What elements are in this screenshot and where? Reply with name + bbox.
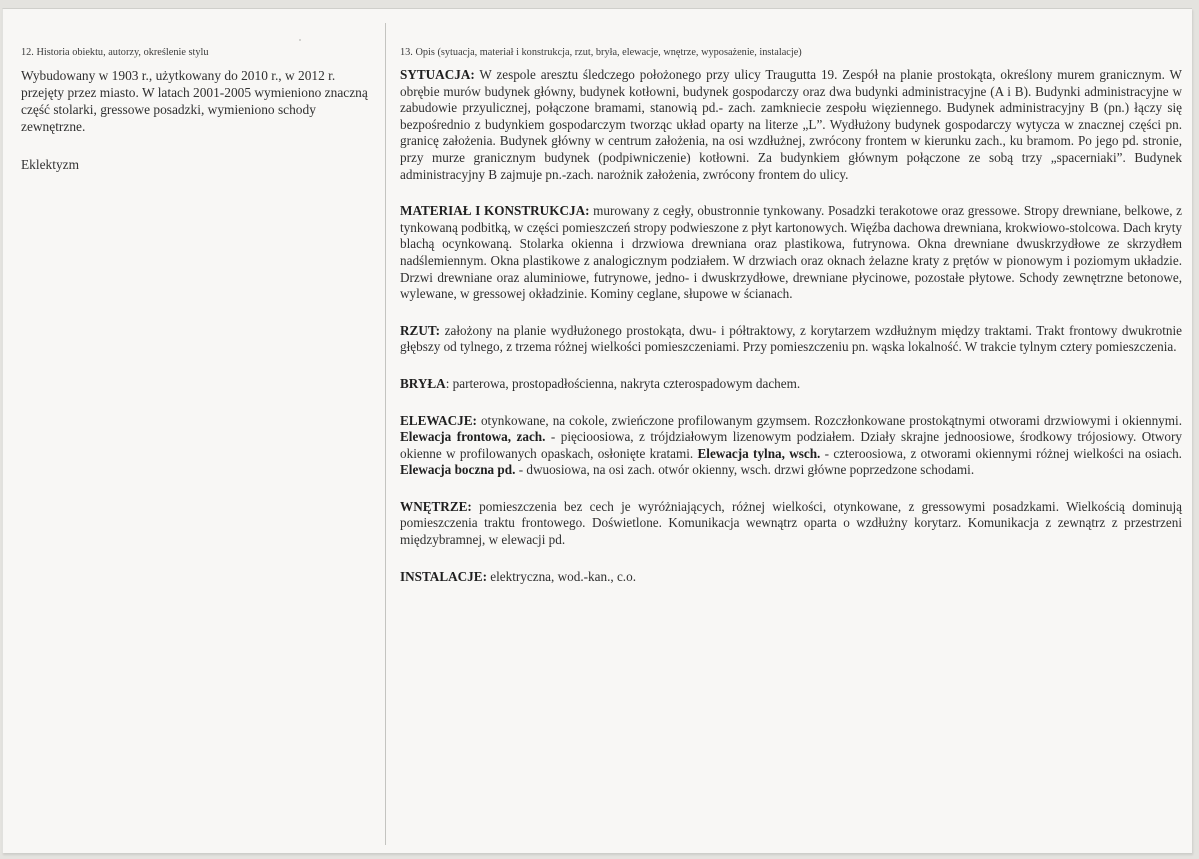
material-paragraph [400,203,1182,303]
instalacje-label: INSTALACJE: [400,568,487,584]
elewacje-text-4: - dwuosiowa, na osi zach. otwór okienny, wsch. drzwi główne poprzedzone schodami. [515,462,975,478]
elewacje-text-2: - pięcioosiowa, z trójdziałowym lizenowym podziałem. Działy skrajne jednoosiowe, środkowy trójosiowy. Otwory okienne w profilowanych opaskach, osłonięte kratami. [400,429,1182,461]
sytuacja-label: SYTUACJA: [400,67,475,82]
rzut-text: założony na planie wydłużonego prostokąta, dwu- i półtraktowy, z korytarzem wzdłużnym między traktami. Trakt frontowy dwukrotnie głębszy od tylnego, z trzema różnej wielkości pomieszczeniami. Przy pomieszczeniu pn. wąska lokalność. W trakcie tylnym cztery pomieszczenia. [400,322,1182,355]
wnetrze-paragraph [400,499,1182,549]
wnetrze-text: pomieszczenia bez cech je wyróżniających, różnej wielkości, otynkowane, z gressowymi posadzkami. Wielkością dominują pomieszczenia traktu frontowego. Doświetlone. Komunikacja wewnątrz oparta o wzdłużny korytarz. Komunikacja z zewnątrz z przestrzeni międzybramnej, w elewacji pd. [400,498,1182,548]
material-text: murowany z cegły, obustronnie tynkowany. Posadzki terakotowe oraz gressowe. Stropy drewniane, belkowe, z tynkowaną podbitką, w części pomieszczeń stropy podwieszone z płyt kartonowych. Więźba dachowa drewniana, krokwiowo-stolcowa. Dach kryty blachą ocynkowaną. Stolarka okienna i drzwiowa drewniana oraz plastikowa, futrynowa. Okna drewniane dwuskrzydłowe ze skrzydłem nadślemiennym. Okna plastikowe z analogicznym podziałem. W drzwiach oraz oknach żelazne kraty z prętów w pionowym i poziomym układzie. Drzwi drewniane oraz aluminiowe, futrynowe, jedno- i dwuskrzydłowe, drewniane płycinowe, pozostałe płytowe. Schody zewnętrzne betonowe, wylewane, w gressowej okładzinie. Kominy ceglane, słupowe w ścianach. [400,203,1182,302]
description-column [400,47,1182,605]
document-sheet [2,8,1192,853]
elewacje-text-3: - czteroosiowa, z otworami okiennymi różnej wielkości na osiach. [820,445,1182,461]
rzut-label: RZUT: [400,322,441,338]
column-divider [385,23,386,845]
elewacje-text-1: otynkowane, na cokole, zwieńczone profilowanym gzymsem. Rozczłonkowane prostokątnymi otworami drzwiowymi i okiennymi. [476,412,1182,428]
sytuacja-text: W zespole aresztu śledczego położonego przy ulicy Traugutta 19. Zespół na planie prostokąta, określony murem granicznym. W obrębie murów budynek główny, budynek kotłowni, budynek gospodarczy oraz dwa budynki administracyjne (A i B). Budynki administracyjne w zabudowie przyulicznej, połączone bramami, stanowią pd.- zach. zamkniecie zespołu więziennego. Budynek administracyjny B (pn.) łączy się bezpośrednio z budynkiem gospodarczym tworząc układ oparty na literze „L”. Wydłużony budynek gospodarczy wytycza w znacznej części pn. granicę założenia. Budynek główny w centrum założenia, na osi wzdłużnej, zwrócony frontem w kierunku zach., ku bramom. Po jego pd. stronie, przy murze granicznym budynek (podpiwniczenie) kotłowni. Za budynkiem głównym połączone ze sobą trzy „spacerniaki”. Budynek administracyjny B zajmuje pn.-zach. narożnik założenia, zwrócony frontem do ulicy. [400,67,1182,182]
elewacja-boczna-label: Elewacja boczna pd. [400,462,516,478]
description-heading: 13. Opis (sytuacja, materiał i konstrukcja, rzut, bryła, elewacje, wnętrze, wyposażenie, instalacje) [400,47,802,58]
history-heading: 12. Historia obiektu, autorzy, określenie stylu [21,47,209,58]
bryla-paragraph [400,376,1182,393]
elewacja-tylna-label: Elewacja tylna, wsch. [697,445,821,461]
sytuacja-paragraph [400,67,1182,183]
history-text: Wybudowany w 1903 r., użytkowany do 2010 r., w 2012 r. przejęty przez miasto. W latach 2001-2005 wymieniono znaczną część stolarki, gressowe posadzki, wymieniono schody zewnętrzne. [21,68,368,134]
material-label: MATERIAŁ I KONSTRUKCJA: [400,203,590,219]
wnetrze-label: WNĘTRZE: [400,498,472,514]
bryla-text: : parterowa, prostopadłościenna, nakryta czterospadowym dachem. [445,375,801,391]
elewacje-paragraph [400,413,1182,479]
history-column [21,47,373,173]
rzut-paragraph [400,323,1182,356]
style-text: Eklektyzm [21,157,80,172]
bryla-label: BRYŁA [400,375,446,391]
instalacje-text: elektryczna, wod.-kan., c.o. [486,568,636,584]
elewacje-label: ELEWACJE: [400,412,477,428]
instalacje-paragraph [400,569,1182,586]
elewacja-frontowa-label: Elewacja frontowa, zach. [400,429,546,445]
paper-speck [299,39,301,41]
